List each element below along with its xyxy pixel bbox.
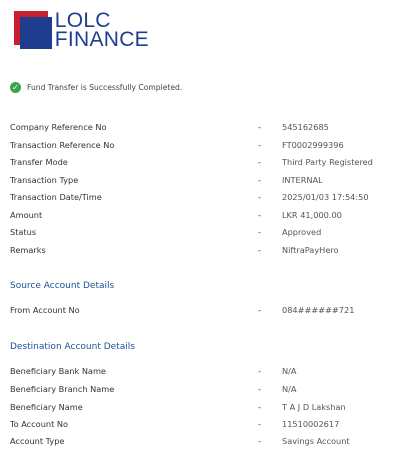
detail-row-to-account — [10, 418, 390, 430]
logo-line-1: LOLC — [54, 9, 111, 32]
detail-row-status — [10, 226, 390, 238]
detail-label: Transfer Mode — [10, 157, 68, 167]
detail-row-branch-name — [10, 383, 390, 395]
success-banner — [10, 82, 182, 93]
detail-value: Approved — [282, 227, 322, 237]
detail-label: Transaction Type — [10, 175, 79, 185]
detail-separator: - — [258, 157, 261, 167]
detail-separator: - — [258, 175, 261, 185]
detail-row-amount — [10, 209, 390, 221]
detail-value: T A J D Lakshan — [282, 402, 346, 412]
detail-value: Savings Account — [282, 436, 350, 446]
detail-separator: - — [258, 436, 261, 446]
detail-row-account-type — [10, 435, 390, 447]
detail-label: Transaction Date/Time — [10, 192, 102, 202]
destination-account-heading: Destination Account Details — [10, 342, 135, 352]
detail-row-transaction-type — [10, 174, 390, 186]
detail-row-transfer-mode — [10, 156, 390, 168]
detail-value: NiftraPayHero — [282, 245, 339, 255]
detail-label: Transaction Reference No — [10, 140, 115, 150]
detail-label: To Account No — [10, 419, 69, 429]
detail-value: 11510002617 — [282, 419, 340, 429]
detail-separator: - — [258, 384, 261, 394]
detail-label: Amount — [10, 210, 43, 220]
detail-separator: - — [258, 366, 261, 376]
detail-value: 2025/01/03 17:54:50 — [282, 192, 369, 202]
detail-row-company-ref — [10, 121, 390, 133]
detail-row-datetime — [10, 191, 390, 203]
lolc-finance-logo — [14, 8, 149, 52]
logo-line-2: FINANCE — [54, 28, 149, 51]
detail-value: N/A — [282, 366, 297, 376]
detail-label: Account Type — [10, 436, 65, 446]
detail-separator: - — [258, 245, 261, 255]
detail-value: N/A — [282, 384, 297, 394]
source-account-heading: Source Account Details — [10, 281, 115, 291]
detail-row-transaction-ref — [10, 139, 390, 151]
detail-separator: - — [258, 402, 261, 412]
detail-row-remarks — [10, 244, 390, 256]
detail-label: From Account No — [10, 305, 80, 315]
detail-label: Beneficiary Branch Name — [10, 384, 115, 394]
detail-label: Beneficiary Bank Name — [10, 366, 106, 376]
detail-row-beneficiary-name — [10, 401, 390, 413]
logo-text — [55, 11, 149, 49]
detail-value: 084######721 — [282, 305, 355, 315]
detail-separator: - — [258, 192, 261, 202]
detail-value: LKR 41,000.00 — [282, 210, 342, 220]
detail-value: INTERNAL — [282, 175, 323, 185]
detail-label: Company Reference No — [10, 122, 107, 132]
detail-value: FT0002999396 — [282, 140, 344, 150]
detail-separator: - — [258, 227, 261, 237]
detail-label: Status — [10, 227, 37, 237]
check-circle-icon: ✓ — [10, 82, 21, 93]
detail-separator: - — [258, 419, 261, 429]
detail-label: Beneficiary Name — [10, 402, 83, 412]
detail-separator: - — [258, 140, 261, 150]
detail-separator: - — [258, 122, 261, 132]
detail-label: Remarks — [10, 245, 46, 255]
detail-value: Third Party Registered — [282, 157, 373, 167]
detail-value: 545162685 — [282, 122, 329, 132]
logo-mark-icon — [14, 11, 49, 49]
detail-separator: - — [258, 305, 261, 315]
detail-separator: - — [258, 210, 261, 220]
detail-row-from-account — [10, 304, 390, 316]
success-message: Fund Transfer is Successfully Completed. — [27, 83, 183, 92]
detail-row-bank-name — [10, 365, 390, 377]
